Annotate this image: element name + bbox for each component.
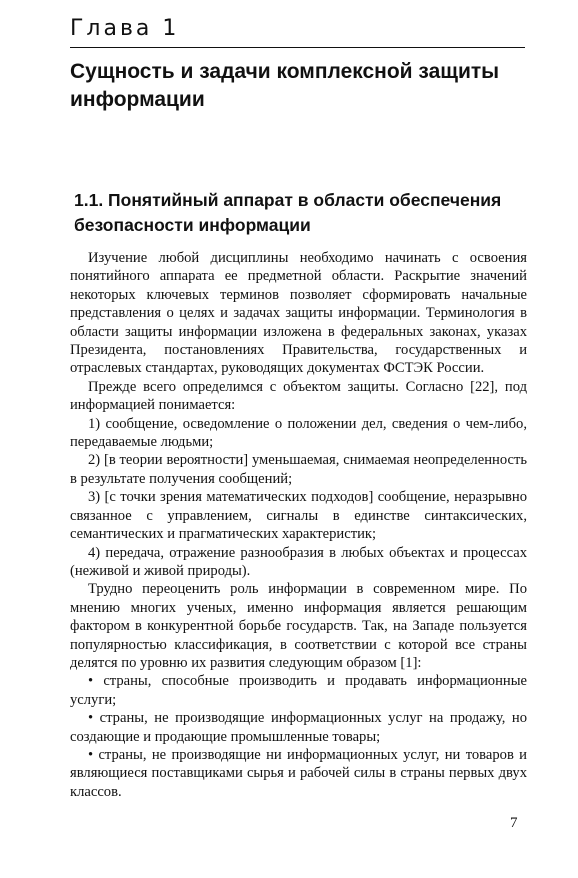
list-item: 1) сообщение, осведомление о положении дел, сведения о чем-либо, передаваемые людьми; [70,415,527,451]
page-number: 7 [510,815,518,831]
chapter-rule [70,47,525,48]
list-item: 3) [с точки зрения математических подходов] сообщение, неразрывно связанное с управлением, сигналы в единстве синтаксических, семантических и прагматических характеристик; [70,489,527,543]
paragraph: Изучение любой дисциплины необходимо начинать с освоения понятийного аппарата ее предметной области. Раскрытие значений некоторых ключевых терминов позволяет сформировать начальные представления о целях и задачах защиты информации. Терминология в области защиты информации изложена в федеральных законах, указах Президента, постановлениях Правительства, государственных и отраслевых стандартах, руководящих документах ФСТЭК России. [70,250,527,377]
chapter-label: Глава 1 [70,16,180,41]
bullet-item: • страны, не производящие информационных услуг на продажу, но создающие и продающие промышленные товары; [70,710,527,745]
paragraph: Прежде всего определимся с объектом защиты. Согласно [22], под информацией понимается: [70,378,527,414]
list-item: 2) [в теории вероятности] уменьшаемая, снимаемая неопределенность в результате получения сообщений; [70,452,527,487]
body-text [70,249,527,801]
paragraph: Трудно переоценить роль информации в современном мире. По мнению многих ученых, именно информация является решающим фактором в конкурентной борьбе государств. Так, на Западе пользуется популярностью классификация, в соответствии с которой все страны делятся по уровню их развития следующим образом [1]: [70,581,527,671]
bullet-item: • страны, способные производить и продавать информационные услуги; [70,673,527,708]
chapter-title: Сущность и задачи комплексной защиты информации [70,60,500,111]
bullet-item: • страны, не производящие ни информационных услуг, ни товаров и являющиеся поставщиками сырья и рабочей силы в страны первых двух классов. [70,746,527,800]
list-item: 4) передача, отражение разнообразия в любых объектах и процессах (неживой и живой природы). [70,544,527,579]
section-title: 1.1. Понятийный аппарат в области обеспечения безопасности информации [74,190,502,235]
